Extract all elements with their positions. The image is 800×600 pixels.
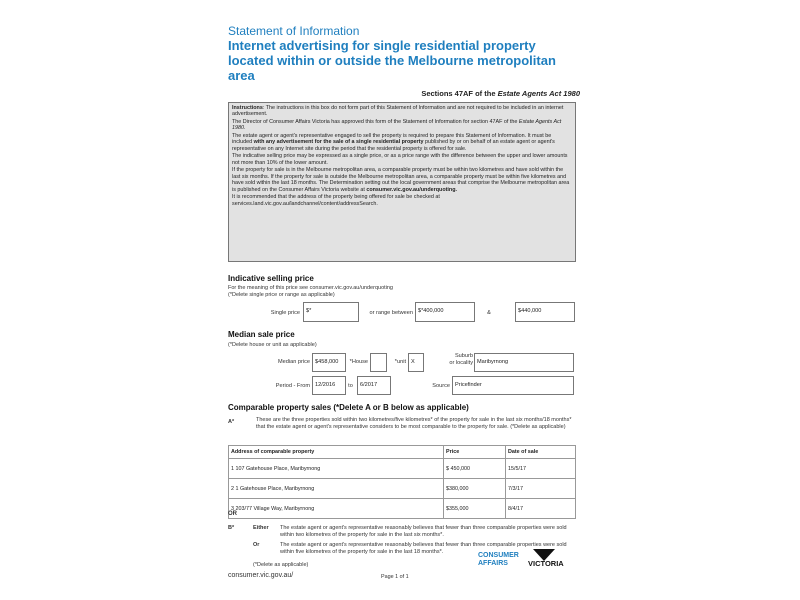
document-title: Internet advertising for single residential property located within or outside the Melbourne metropolitan area <box>228 38 556 83</box>
table-row <box>229 479 576 499</box>
indicative-note-meaning: For the meaning of this price see consumer.vic.gov.au/underquoting <box>228 285 393 291</box>
range-high-field[interactable]: $440,000 <box>515 302 575 322</box>
column-date: Date of sale <box>506 446 576 459</box>
logo-word-victoria: VICTORIA <box>528 559 564 568</box>
single-price-field[interactable]: $* <box>303 302 359 322</box>
logo-word-affairs: AFFAIRS <box>478 560 508 567</box>
comparable-heading: Comparable property sales (*Delete A or B below as applicable) <box>228 403 469 412</box>
indicative-price-heading: Indicative selling price <box>228 274 314 283</box>
statement-page <box>228 22 580 592</box>
median-price-heading: Median sale price <box>228 330 295 339</box>
instructions-address-check: It is recommended that the address of the property being offered for sale be checked at services.land.vic.gov.au/landchannel/content/addressSearch. <box>232 194 440 207</box>
page-number: Page 1 of 1 <box>381 574 409 580</box>
consumer-affairs-logo <box>478 549 578 577</box>
instructions-approval: The Director of Consumer Affairs Victoria has approved this form of the Statement of Information for section 47AF of the Estate Agents Act 1980. <box>232 119 562 132</box>
document-subtitle: Statement of Information <box>228 24 360 38</box>
instructions-intro: Instructions: The instructions in this box do not form part of this Statement of Information and are not required to be included in an internet advertisement. <box>232 105 564 118</box>
instructions-comparable-rule: If the property for sale is in the Melbourne metropolitan area, a comparable property must be within two kilometres and have sold within the last six months. If the property for sale is outside the Melbourne metropolitan area, a comparable property must be within five kilometres and have sold within the last 18 months. The Determination setting out the local government areas that comprise the Melbourne metropolitan area is published on the Consumer Affairs Victoria website at consumer.vic.gov.au/underquoting. <box>232 167 570 193</box>
or-option-text: The estate agent or agent's representative reasonably believes that fewer than three comparable properties were sold within five kilometres of the property for sale in the last 18 months*. <box>280 542 567 555</box>
row-date[interactable]: 7/3/17 <box>506 479 576 499</box>
period-to-field[interactable]: 6/2017 <box>357 376 391 395</box>
logo-word-consumer: CONSUMER <box>478 552 519 559</box>
indicative-note-delete: (*Delete single price or range as applicable) <box>228 292 335 298</box>
comparable-sales-table <box>228 445 576 519</box>
period-to-label: to <box>348 383 353 389</box>
either-text: The estate agent or agent's representative reasonably believes that fewer than three comparable properties were sold within two kilometres of the property for sale in the last six months*. <box>280 525 567 538</box>
option-a-marker: A* <box>228 419 235 425</box>
period-from-field[interactable]: 12/2016 <box>312 376 346 395</box>
option-b-note: (*Delete as applicable) <box>253 562 309 568</box>
row-address[interactable]: 2 1 Gatehouse Place, Maribyrnong <box>229 479 444 499</box>
instructions-price-rule: The indicative selling price may be expressed as a single price, or as a price range with the difference between the upper and lower amounts not more than 10% of the lower amount. <box>232 153 568 166</box>
range-between-label: or range between <box>369 310 413 316</box>
either-label: Either <box>253 525 269 531</box>
row-address[interactable]: 1 107 Gatehouse Place, Maribyrnong <box>229 459 444 479</box>
column-address: Address of comparable property <box>229 446 444 459</box>
range-low-field[interactable]: $*400,000 <box>415 302 475 322</box>
source-label: Source <box>432 383 450 389</box>
median-note: (*Delete house or unit as applicable) <box>228 342 317 348</box>
column-price: Price <box>444 446 506 459</box>
house-label: *House <box>349 359 368 365</box>
suburb-field[interactable]: Maribyrnong <box>474 353 574 372</box>
row-price[interactable]: $355,000 <box>444 499 506 519</box>
single-price-label: Single price <box>270 310 300 316</box>
section-reference: Sections 47AF of the Estate Agents Act 1980 <box>421 89 580 98</box>
period-from-label: Period - From <box>275 383 310 389</box>
row-date[interactable]: 15/5/17 <box>506 459 576 479</box>
table-row <box>229 459 576 479</box>
table-row <box>229 499 576 519</box>
unit-checkbox[interactable]: X <box>408 353 424 372</box>
median-price-label: Median price <box>277 359 310 365</box>
source-field[interactable]: Pricefinder <box>452 376 574 395</box>
table-header-row <box>229 446 576 459</box>
option-b-marker: B* <box>228 525 235 531</box>
or-option-label: Or <box>253 542 260 548</box>
instructions-requirement: The estate agent or agent's representative engaged to sell the property is required to prepare this Statement of Information. It must be included with any advertisement for the sale of a single residential property published by or on behalf of an estate agent or agent's representative on any Internet site during the period that the residential property is offered for sale. <box>232 133 555 152</box>
footer-url[interactable]: consumer.vic.gov.au/ <box>228 572 294 579</box>
suburb-label-2: or locality <box>449 360 473 366</box>
unit-label: *unit <box>394 359 406 365</box>
option-a-text: These are the three properties sold within two kilometres/five kilometres* of the property for sale in the last six months/18 months* that the estate agent or agent's representative considers to be most comparable to the property for sale. (*Delete as applicable) <box>256 417 572 430</box>
suburb-label-1: Suburb <box>454 353 473 359</box>
and-label: & <box>487 310 491 316</box>
instructions-box <box>228 102 576 262</box>
house-checkbox[interactable] <box>370 353 387 372</box>
row-date[interactable]: 8/4/17 <box>506 499 576 519</box>
median-price-field[interactable]: $458,000 <box>312 353 346 372</box>
row-address[interactable]: 3 203/77 Village Way, Maribyrnong <box>229 499 444 519</box>
row-price[interactable]: $ 450,000 <box>444 459 506 479</box>
row-price[interactable]: $380,000 <box>444 479 506 499</box>
or-label: OR <box>228 511 237 517</box>
